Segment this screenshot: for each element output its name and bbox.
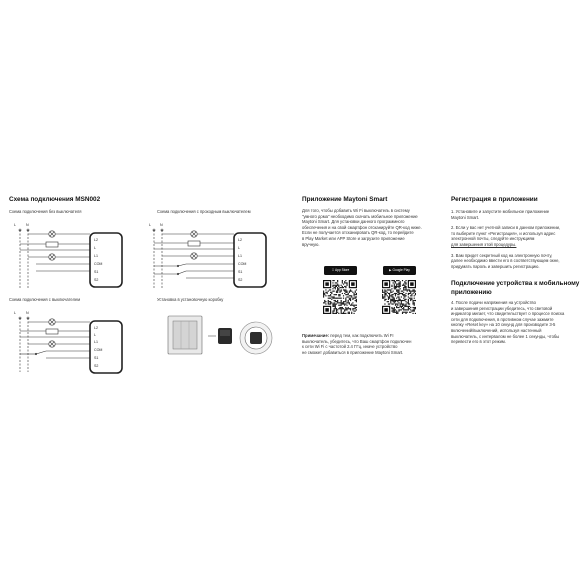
caption-box: Установка в установочную коробку — [157, 297, 224, 302]
note-label: Примечание: — [302, 333, 330, 338]
caption-no-switch: Схема подключения без выключателя — [9, 209, 82, 214]
svg-text:L1: L1 — [238, 254, 242, 258]
svg-text:N: N — [26, 223, 29, 227]
switch-icon — [178, 264, 186, 266]
connect-description-line: 4. После подачи напряжения на устройство — [451, 300, 536, 305]
registration-step-line: придумать пароль и завершить регистрацию. — [451, 263, 540, 269]
play-icon: ▶ — [389, 268, 392, 272]
apple-icon — [332, 268, 334, 272]
svg-text:L2: L2 — [94, 326, 98, 330]
connect-description-line: перевести его в этот режим. — [451, 339, 506, 345]
registration-steps — [451, 209, 560, 274]
svg-text:L1: L1 — [94, 340, 98, 344]
caption-with-switch: Схема подключения с выключателем — [9, 297, 81, 302]
svg-text:L: L — [14, 311, 16, 315]
switch-icon — [178, 271, 186, 274]
app-store-qr-code[interactable] — [323, 280, 357, 314]
wiring-diagram-no-switch — [6, 222, 126, 292]
registration-step-line: далее необходимо ввести его в соответствующем окне, — [451, 258, 560, 264]
switch-icon — [36, 351, 46, 354]
registration-step-line: 3. Вам придет секретный код на электронную почту, — [451, 252, 553, 258]
registration-title: Регистрация в приложении — [451, 196, 538, 203]
svg-text:L: L — [14, 223, 16, 227]
svg-text:L: L — [238, 246, 240, 250]
app-note: Примечание: перед тем, как подключить Wi FI выключатель, убедитесь, что Ваш смартфон подключен к сети Wi Fi с частотой 2.4 ГГц, иначе устройство не сможет добавиться в приложение Maytoni Smart. — [302, 333, 412, 355]
svg-text:N: N — [160, 223, 163, 227]
svg-text:S1: S1 — [94, 270, 99, 274]
svg-text:L1: L1 — [94, 254, 98, 258]
svg-text:L2: L2 — [238, 238, 242, 242]
registration-step-line: то выберите пункт «Регистрация», и используя адрес — [451, 230, 556, 236]
app-description-line: вручную. — [302, 241, 320, 247]
svg-text:N: N — [26, 311, 29, 315]
svg-text:L: L — [94, 246, 96, 250]
svg-text:S1: S1 — [94, 356, 99, 360]
svg-text:S2: S2 — [94, 278, 99, 282]
svg-text:L2: L2 — [94, 238, 98, 242]
svg-text:S2: S2 — [94, 364, 99, 368]
app-description — [302, 208, 422, 247]
svg-text:COM: COM — [94, 262, 103, 266]
box-installation-illustration — [160, 312, 278, 358]
registration-step-line: 2. Если у вас нет учетной записи в данном приложении, — [451, 225, 561, 231]
svg-text:COM: COM — [94, 348, 103, 352]
connect-description-line: сети для подключения, в противном случае зажмите — [451, 316, 554, 322]
connect-description-line: включений/выключений, используя настенный — [451, 327, 542, 333]
app-description-line: Для того, чтобы добавить Wi Fi выключатель в систему — [302, 208, 410, 213]
registration-step-line: для завершения этой процедуры. — [451, 241, 517, 247]
app-title: Приложение Maytoni Smart — [302, 196, 388, 203]
svg-text:S2: S2 — [238, 278, 243, 282]
google-play-qr-code[interactable] — [382, 280, 416, 314]
caption-push-switch: Схема подключения с проходным выключателем — [157, 209, 251, 214]
google-play-badge[interactable]: ▶ Google Play — [383, 266, 416, 275]
wiring-diagram-push-switch — [146, 222, 270, 292]
app-description-line: Если не получается отсканировать QR-код, то перейдите — [302, 230, 414, 236]
svg-text:COM: COM — [238, 262, 247, 266]
app-description-line: в Play Market или APP Store и загрузите приложение — [302, 235, 405, 241]
connect-description-line: кнопку «Reset key» на 10 секунд для производите 3-5 — [451, 322, 556, 328]
app-description-line: обеспечения и на свой смартфон отсканируйте QR-код ниже. — [302, 224, 422, 230]
connect-description-line: выключатель, с интервалом не более 1 секунды, чтобы — [451, 333, 560, 339]
registration-step-line: 1. Установите и запустите мобильное приложение — [451, 209, 550, 214]
registration-step-line: Maytoni Smart. — [451, 214, 480, 220]
connect-description-line: индикатор мигает, что свидетельствует о процессе поиска — [451, 311, 565, 317]
svg-text:S1: S1 — [238, 270, 243, 274]
wiring-diagram-with-switch — [6, 310, 126, 376]
wiring-title: Схема подключения MSN002 — [9, 196, 101, 203]
svg-text:L: L — [149, 223, 151, 227]
connect-description — [451, 300, 564, 345]
connect-title: Подключение устройства к мобильному приложению — [451, 280, 580, 296]
app-description-line: Maytoni Smart. Для установки данного программного — [302, 219, 405, 225]
registration-step-line: электронной почты, следуйте инструкциям — [451, 236, 535, 242]
app-description-line: "умного дома" необходимо скачать мобильное приложение — [302, 213, 418, 219]
svg-text:L: L — [94, 333, 96, 337]
app-store-badge[interactable]: App Store — [324, 266, 357, 275]
connect-description-line: и завершения регистрации убедитесь, что световой — [451, 305, 553, 311]
